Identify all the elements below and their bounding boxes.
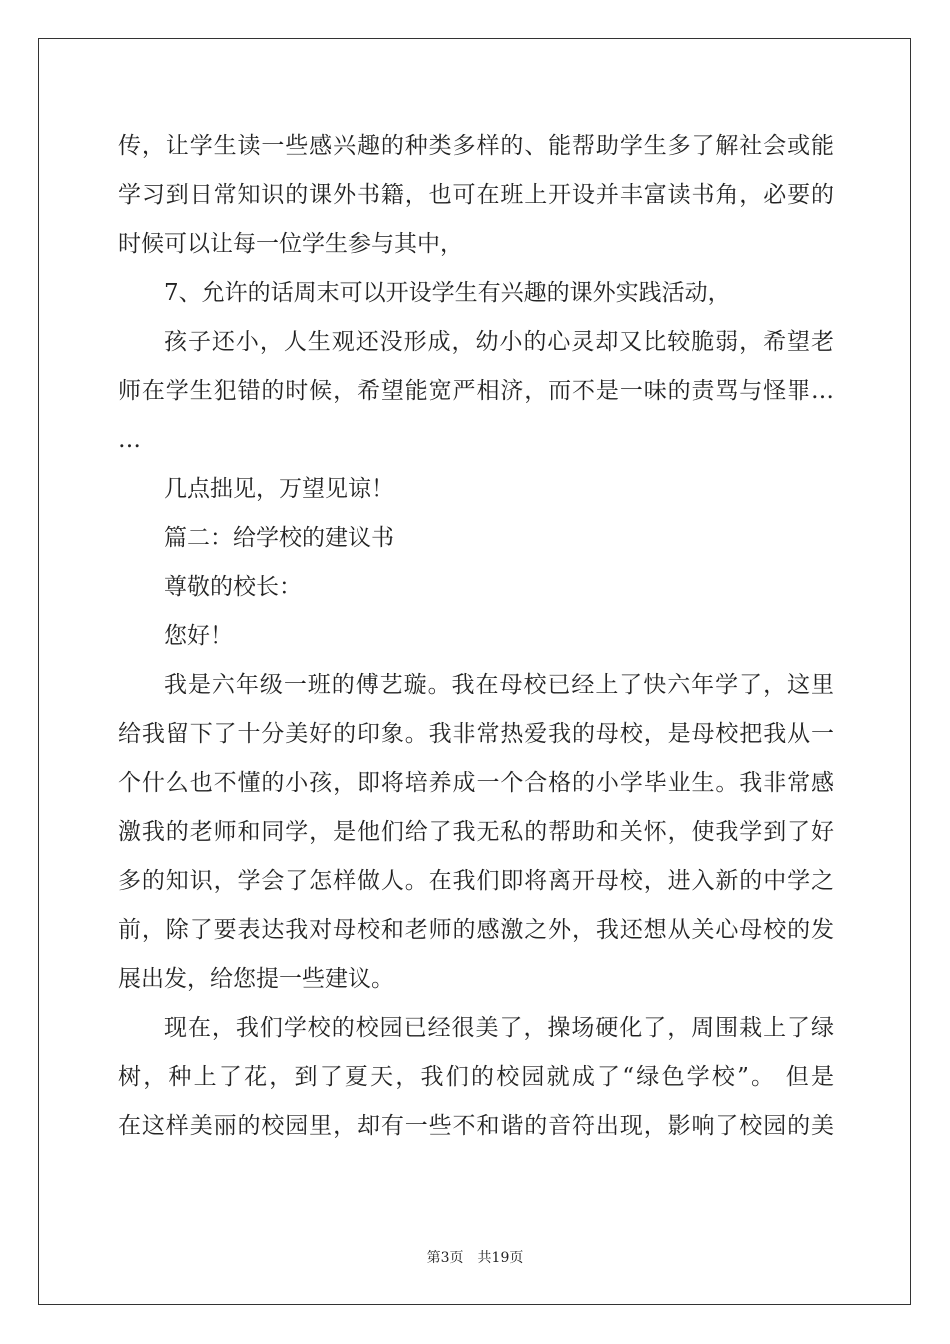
page-total: 共19页: [477, 1250, 524, 1266]
text-line: …: [118, 427, 141, 453]
document-body: [118, 122, 834, 1151]
text-line: 师在学生犯错的时候，希望能宽严相济，而不是一味的责骂与怪罪…: [118, 378, 834, 404]
text-line: 前，除了要表达我对母校和老师的感激之外，我还想从关心母校的发: [118, 917, 834, 943]
text-line: 现在，我们学校的校园已经很美了，操场硬化了，周围栽上了绿: [164, 1015, 834, 1041]
text-line: 树，种上了花，到了夏天，我们的校园就成了“绿色学校”。 但是: [118, 1064, 834, 1090]
text-line: 7、允许的话周末可以开设学生有兴趣的课外实践活动，: [164, 280, 731, 306]
text-line: 时候可以让每一位学生参与其中，: [118, 231, 463, 257]
text-line: 个什么也不懂的小孩，即将培养成一个合格的小学毕业生。我非常感: [118, 770, 834, 796]
text-line: 孩子还小，人生观还没形成，幼小的心灵却又比较脆弱，希望老: [164, 329, 834, 355]
text-line: 激我的老师和同学，是他们给了我无私的帮助和关怀，使我学到了好: [118, 819, 834, 845]
salutation: 尊敬的校长：: [164, 574, 302, 600]
text-line: 我是六年级一班的傅艺璇。我在母校已经上了快六年学了，这里: [164, 672, 834, 698]
text-line: 给我留下了十分美好的印象。我非常热爱我的母校，是母校把我从一: [118, 721, 834, 747]
greeting: 您好！: [164, 623, 233, 649]
text-line: 学习到日常知识的课外书籍，也可在班上开设并丰富读书角，必要的: [118, 182, 834, 208]
text-line: 展出发，给您提一些建议。: [118, 966, 394, 992]
section-heading: 篇二：给学校的建议书: [164, 525, 394, 551]
text-line: 在这样美丽的校园里，却有一些不和谐的音符出现，影响了校园的美: [118, 1113, 834, 1139]
text-line: 几点拙见，万望见谅！: [164, 476, 394, 502]
text-line: 传，让学生读一些感兴趣的种类多样的、能帮助学生多了解社会或能: [118, 133, 834, 159]
page-number: 第3页: [426, 1250, 464, 1266]
text-line: 多的知识，学会了怎样做人。在我们即将离开母校，进入新的中学之: [118, 868, 834, 894]
page-footer: [0, 1247, 950, 1267]
